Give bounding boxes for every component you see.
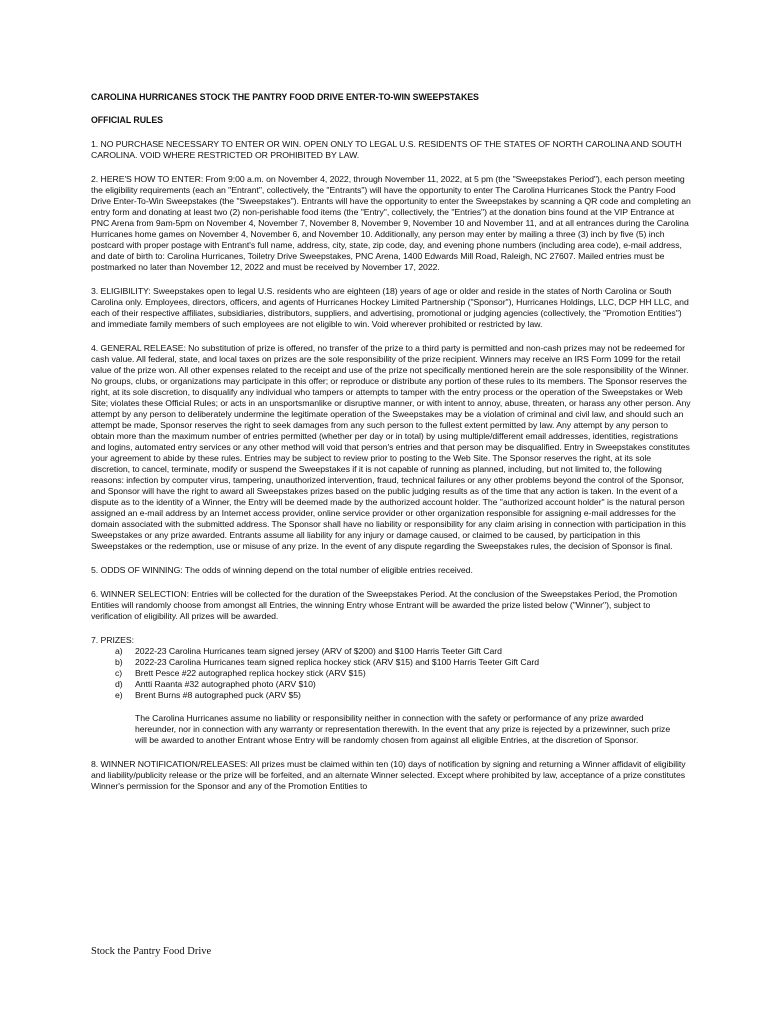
prize-item <box>115 690 691 701</box>
prize-item <box>115 679 691 690</box>
document-title: CAROLINA HURRICANES STOCK THE PANTRY FOOD DRIVE ENTER-TO-WIN SWEEPSTAKES <box>91 92 479 102</box>
rule-section-3: 3. ELIGIBILITY: Sweepstakes open to legal U.S. residents who are eighteen (18) years of age or older and reside in the states of North Carolina or South Carolina only. Employees, directors, officers, and agents of Hurricanes Hockey Limited Partnership ("Sponsor"), Hurricanes Holdings, LLC, DCP HH LLC, and each of their respective affiliates, subsidiaries, distributors, suppliers, and advertising, promotional or judging agencies (collectively, the "Promotion Entities") and immediate family members of such employees are not eligible to win. Void wherever prohibited or restricted by law. <box>91 286 689 329</box>
prize-text: Antti Raanta #32 autographed photo (ARV $10) <box>135 679 316 689</box>
page-footer: Stock the Pantry Food Drive <box>91 946 212 957</box>
rule-section-5: 5. ODDS OF WINNING: The odds of winning depend on the total number of eligible entries received. <box>91 565 473 575</box>
prize-letter: a) <box>115 646 123 656</box>
rule-section-2: 2. HERE'S HOW TO ENTER: From 9:00 a.m. on November 4, 2022, through November 11, 2022, at 5 pm (the "Sweepstakes Period"), each person meeting the eligibility requirements (each an "Entrant", collectively, the "Entrants") will have the opportunity to enter The Carolina Hurricanes Stock the Pantry Food Drive Enter-To-Win Sweepstakes (the "Sweepstakes"). Entrants will have the opportunity to enter the Sweepstakes by scanning a QR code and completing an entry form and donating at least two (2) non-perishable food items (the "Entry", collectively, the "Entries") at the donation bins found at the VIP Entrance at PNC Arena from 9am-5pm on November 4, November 7, November 8, November 9, November 10 and November 11, and at all entrances during the Carolina Hurricanes home games on November 4, November 6, and November 10. Additionally, any person may enter by mailing a three (3) inch by five (5) inch postcard with proper postage with Entrant's full name, address, city, state, zip code, day, and evening phone numbers (including area code), e-mail address, and date of birth to: Carolina Hurricanes, Toiletry Drive Sweepstakes, PNC Arena, 1400 Edwards Mill Road, Raleigh, NC 27607. Mailed entries must be postmarked no later than November 12, 2022 and must be received by November 17, 2022. <box>91 174 691 272</box>
prize-letter: d) <box>115 679 123 689</box>
prize-letter: b) <box>115 657 123 667</box>
prize-item <box>115 668 691 679</box>
document-subtitle: OFFICIAL RULES <box>91 115 163 125</box>
prize-list <box>115 646 691 701</box>
rule-section-7 <box>91 635 691 746</box>
prize-text: Brent Burns #8 autographed puck (ARV $5) <box>135 690 301 700</box>
prize-letter: e) <box>115 690 123 700</box>
rule-section-6: 6. WINNER SELECTION: Entries will be collected for the duration of the Sweepstakes Period. At the conclusion of the Sweepstakes Period, the Promotion Entities will randomly choose from amongst all Entries, the winning Entry whose Entrant will be awarded the prize listed below ("Winner"), subject to verification of eligibility. All prizes will be awarded. <box>91 589 678 621</box>
prize-item <box>115 657 691 668</box>
rule-section-1: 1. NO PURCHASE NECESSARY TO ENTER OR WIN. OPEN ONLY TO LEGAL U.S. RESIDENTS OF THE STATES OF NORTH CAROLINA AND SOUTH CAROLINA. VOID WHERE RESTRICTED OR PROHIBITED BY LAW. <box>91 139 682 160</box>
prize-text: 2022-23 Carolina Hurricanes team signed jersey (ARV of $200) and $100 Harris Teeter Gift Card <box>135 646 502 656</box>
rule-section-4: 4. GENERAL RELEASE: No substitution of prize is offered, no transfer of the prize to a third party is permitted and non-cash prizes may not be redeemed for cash value. All federal, state, and local taxes on prizes are the sole responsibility of the prize recipient. Winners may receive an IRS Form 1099 for the retail value of the prize won. All other expenses related to the receipt and use of the prize not specifically mentioned herein are the sole responsibility of the Winner. No groups, clubs, or organizations may participate in this offer; or reproduce or distribute any portion of these rules to its members. The Sponsor reserves the right, at its sole discretion, to disqualify any individual who tampers or attempts to tamper with the entry process or the operation of the Sweepstakes or Web Site; violates these Official Rules; or acts in an unsportsmanlike or disruptive manner, or with intent to annoy, abuse, threaten, or harass any other person. Any attempt by any person to deliberately undermine the legitimate operation of the Sweepstakes may be a violation of criminal and civil law, and should such an attempt be made, Sponsor reserves the right to seek damages from any such person to the fullest extent permitted by law. Any attempt by any person to obtain more than the maximum number of entries permitted (whether per day or in total) by using multiple/different email addresses, identities, registrations and logins, automated entry services or any other method will void that person's entries and that person may be disqualified. Entry in Sweepstakes constitutes your agreement to abide by these rules. Entries may be subject to review prior to posting to the Web Site. The Sponsor reserves the right, at its sole discretion, to cancel, terminate, modify or suspend the Sweepstakes if it is not capable of running as planned, including, but not limited to, the following reasons: infection by computer virus, tampering, unauthorized intervention, fraud, technical failures or any other problems beyond the control of the Sponsor, and Sponsor will have the right to award all Sweepstakes prizes based on the public judging results as of the time that any action is taken. In the event of a dispute as to the identity of a Winner, the Entry will be deemed made by the authorized account holder. The "authorized account holder" is the natural person assigned an e-mail address by an Internet access provider, online service provider or other organization responsible for assigning e-mail addresses for the domain associated with the submitted address. The Sponsor shall have no liability or responsibility for any claim arising in connection with participation in this Sweepstakes or any prize awarded. Entrants assume all liability for any injury or damage caused, or claimed to be caused, by participation in this Sweepstakes or the redemption, use or misuse of any prize. In the event of any dispute regarding the Sweepstakes rules, the decision of Sponsor is final. <box>91 343 691 551</box>
document-body <box>91 92 691 792</box>
rule-section-8: 8. WINNER NOTIFICATION/RELEASES: All prizes must be claimed within ten (10) days of notification by signing and returning a Winner affidavit of eligibility and liability/publicity release or the prize will be forfeited, and an alternate Winner selected. Except where prohibited by law, acceptance of a prize constitutes Winner's permission for the Sponsor and any of the Promotion Entities to <box>91 759 686 791</box>
prize-item <box>115 646 691 657</box>
prize-liability-note: The Carolina Hurricanes assume no liability or responsibility neither in connection with the safety or performance of any prize awarded hereunder, nor in connection with any warranty or representation therewith. In the event that any prize is rejected by a prizewinner, such prize will be awarded to another Entrant whose Entry will be randomly chosen from against all eligible Entries, at the discretion of Sponsor. <box>135 713 671 745</box>
prize-letter: c) <box>115 668 123 678</box>
prize-text: 2022-23 Carolina Hurricanes team signed replica hockey stick (ARV $15) and $100 Harris Teeter Gift Card <box>135 657 540 667</box>
prizes-heading: 7. PRIZES: <box>91 635 134 645</box>
prize-text: Brett Pesce #22 autographed replica hockey stick (ARV $15) <box>135 668 366 678</box>
